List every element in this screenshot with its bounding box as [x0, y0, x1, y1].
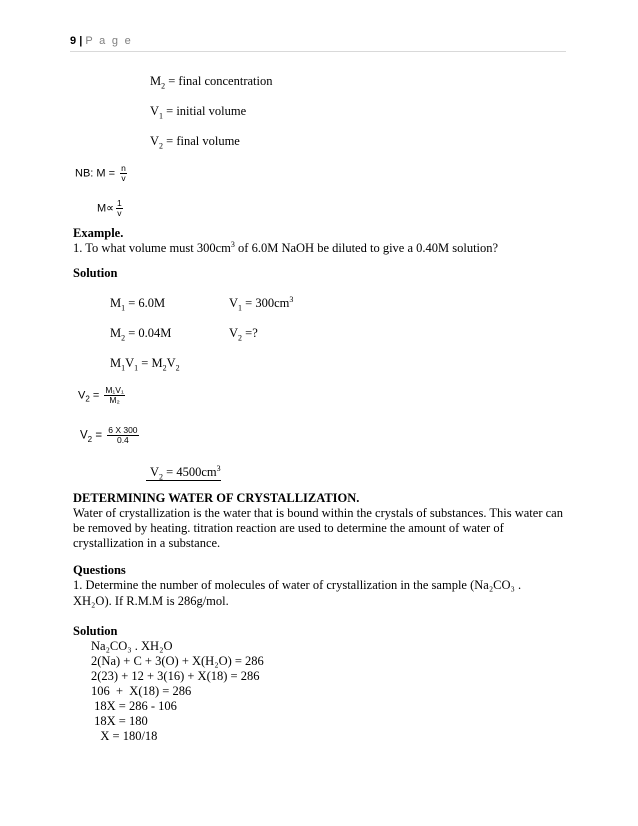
solution-step: 18X = 286 - 106 [91, 699, 177, 713]
header-separator: | [79, 35, 83, 47]
water-body: Water of crystallization is the water that is bound within the crystals of substances. This water can be removed by heating. titration reaction are used to determine the amount of water of crystallization in a substance. [73, 506, 563, 550]
solution-step: 2(Na) + C + 3(O) + X(H₂O) = 286 [91, 654, 264, 668]
example-question: 1. To what volume must $300cm^3$ of 6.0M NaOH be diluted to give a 0.40M solution? [73, 239, 499, 255]
given-m1: $M_1 = 6.0M$ [110, 296, 166, 313]
questions-heading: Questions [73, 563, 126, 577]
solution-step: 2(23) + 12 + 3(16) + X(18) = 286 [91, 669, 260, 683]
solution-step: Na₂CO₃ . XH₂O [91, 639, 173, 653]
nb-formula: NB: M = $\frac{n}{v}$ [75, 163, 126, 183]
page-number: 9 [70, 35, 77, 47]
question-line-1: 1. Determine the number of molecules of water of crystallization in the sample (Na₂CO₃ . [73, 578, 522, 592]
formula-v2: $V_2$ = $\frac{\text{M₁V₁}}{\text{M₂}}$ [78, 385, 124, 405]
example-heading: Example. [73, 226, 124, 240]
header-rule [70, 51, 566, 52]
def-v1: $V_1$ = initial volume [150, 104, 247, 121]
given-v2: $V_2$ =? [229, 326, 258, 343]
dilution-equation: $M_1V_1 = M_2V_2$ [110, 356, 180, 373]
given-m2: $M_2 = 0.04M$ [110, 326, 172, 343]
question-line-2: XH₂O). If R.M.M is 286g/mol. [73, 594, 229, 608]
def-v2: $V_2$ = final volume [150, 134, 240, 151]
result-v2: $V_2 = 4500cm^3$ [146, 465, 221, 481]
nb-proportional: M∝ $\frac{1}{v}$ [97, 198, 122, 218]
solution-heading: Solution [73, 266, 118, 280]
substitution-v2: $V_2$ = $\frac{6 X 300}{0.4}$ [80, 425, 138, 445]
solution-step: 106 + X(18) = 286 [91, 684, 192, 698]
solution-step: 18X = 180 [91, 714, 148, 728]
def-m2: $M_2$ = final concentration [150, 74, 273, 91]
page-word: P a g e [85, 35, 133, 47]
page-header [70, 35, 133, 47]
solution2-heading: Solution [73, 624, 118, 638]
water-heading: DETERMINING WATER OF CRYSTALLIZATION. [73, 491, 360, 505]
given-v1: $V_1 = 300cm^3$ [229, 294, 294, 313]
solution-step: X = 180/18 [91, 729, 158, 743]
